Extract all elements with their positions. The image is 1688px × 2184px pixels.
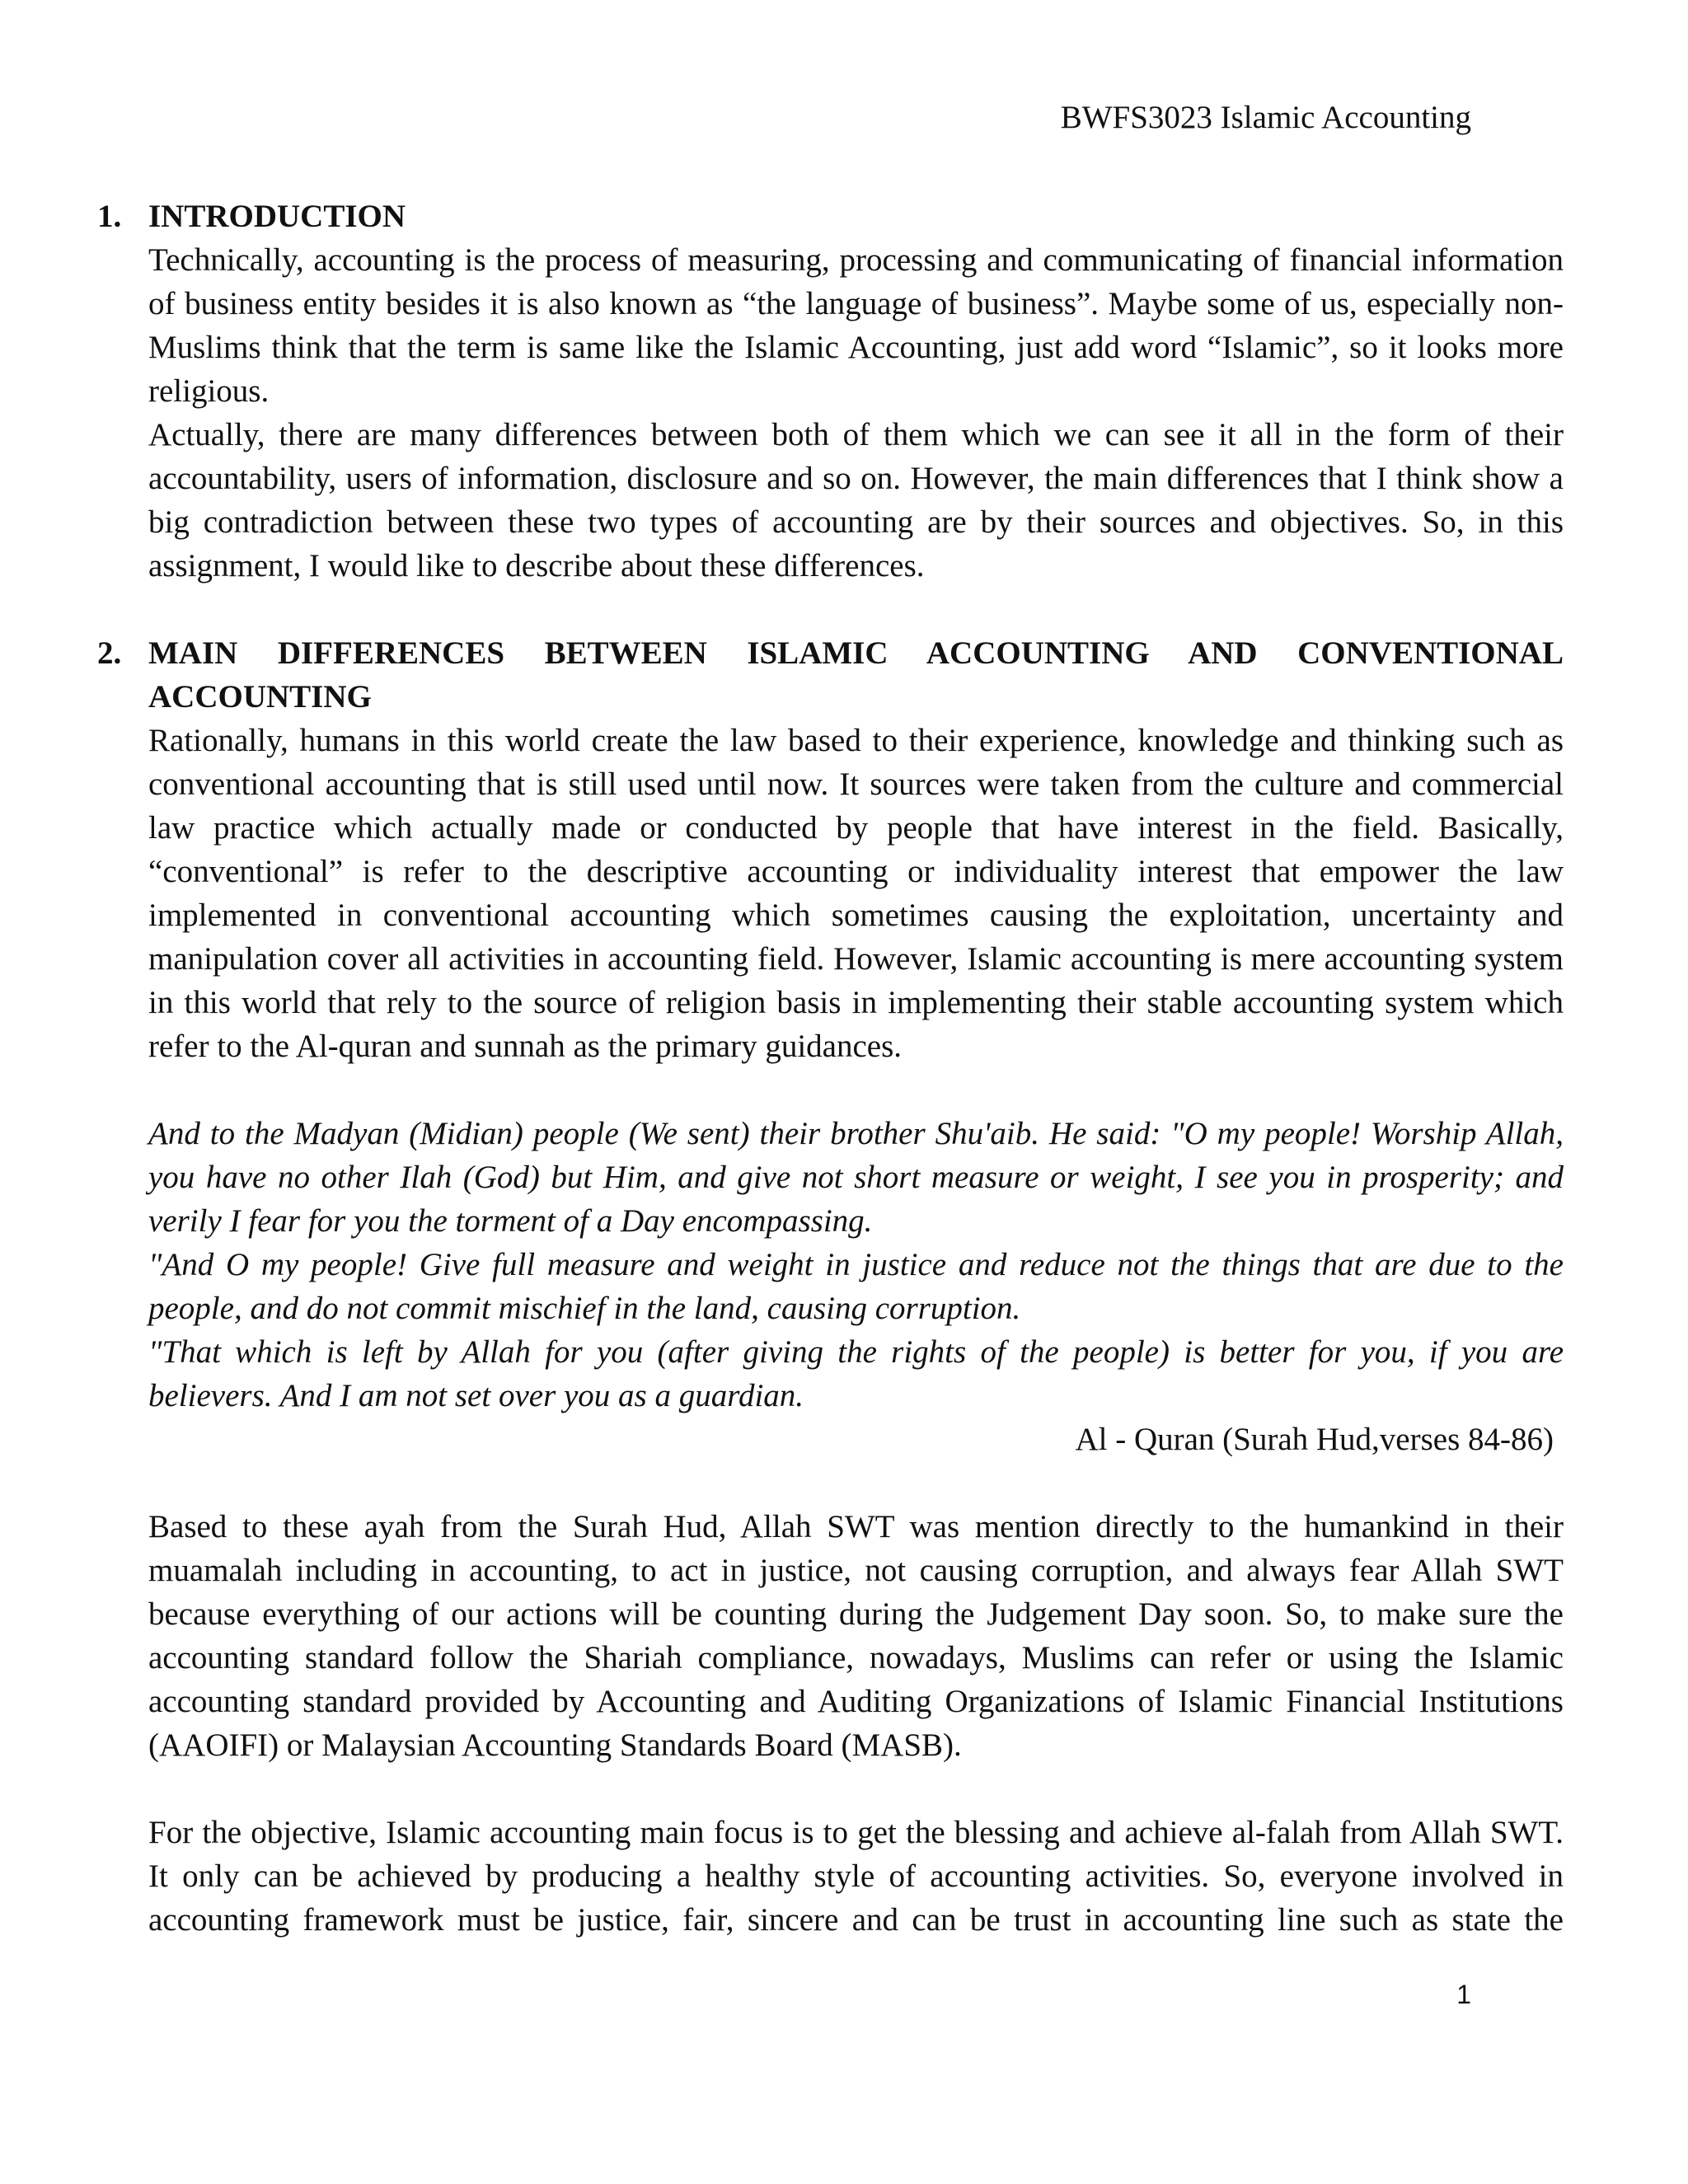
spacer [148, 1068, 1564, 1112]
section-number: 1. [97, 199, 122, 234]
quote-citation: Al - Quran (Surah Hud,verses 84-86) [1075, 1422, 1554, 1457]
spacer [148, 1461, 1564, 1505]
section-heading-main-differences [97, 631, 1564, 719]
paragraph: For the objective, Islamic accounting main focus is to get the blessing and achieve al-falah from Allah SWT. It only can be achieved by producing a healthy style of accounting activities. So, everyone involved in accounting framework must be justice, fair, sincere and can be trust in accounting line such as state the [148, 1815, 1564, 1938]
paragraph: Actually, there are many differences between both of them which we can see it all in the form of their accountability, users of information, disclosure and so on. However, the main differences that I think show a big contradiction between these two types of accounting are by their sources and objectives. So, in this assignment, I would like to describe about these differences. [148, 417, 1564, 583]
spacer [148, 588, 1564, 631]
quote-line: "And O my people! Give full measure and weight in justice and reduce not the things that are due to the people, and do not commit mischief in the land, causing corruption. [148, 1247, 1564, 1326]
section-number: 2. [97, 635, 122, 671]
page-number: 1 [1456, 1980, 1471, 2009]
running-header: BWFS3023 Islamic Accounting [1060, 100, 1471, 135]
quran-quote [148, 1112, 1564, 1461]
paragraph: Based to these ayah from the Surah Hud, Allah SWT was mention directly to the humankind in their muamalah including in accounting, to act in justice, not causing corruption, and always fear Allah SWT because everything of our actions will be counting during the Judgement Day soon. So, to make sure the accounting standard follow the Shariah compliance, nowadays, Muslims can refer or using the Islamic accounting standard provided by Accounting and Auditing Organizations of Islamic Financial Institutions (AAOIFI) or Malaysian Accounting Standards Board (MASB). [148, 1509, 1564, 1763]
paragraph: Technically, accounting is the process of measuring, processing and communicating of financial information of business entity besides it is also known as “the language of business”. Maybe some of us, especially non-Muslims think that the term is same like the Islamic Accounting, just add word “Islamic”, so it looks more religious. [148, 242, 1564, 409]
quote-line: And to the Madyan (Midian) people (We sent) their brother Shu'aib. He said: "O my people! Worship Allah, you have no other Ilah (God) but Him, and give not short measure or weight, I see you in prosperity; and verily I fear for you the torment of a Day encompassing. [148, 1116, 1564, 1239]
quote-line: "That which is left by Allah for you (after giving the rights of the people) is better for you, if you are believers. And I am not set over you as a guardian. [148, 1334, 1564, 1413]
section-heading-introduction [97, 194, 1564, 238]
section-title: MAIN DIFFERENCES BETWEEN ISLAMIC ACCOUNTING AND CONVENTIONAL ACCOUNTING [148, 635, 1564, 715]
document-body [97, 194, 1564, 1942]
section-title: INTRODUCTION [148, 199, 406, 234]
paragraph: Rationally, humans in this world create the law based to their experience, knowledge and thinking such as conventional accounting that is still used until now. It sources were taken from the culture and commercial law practice which actually made or conducted by people that have interest in the field. Basically, “conventional” is refer to the descriptive accounting or individuality interest that empower the law implemented in conventional accounting which sometimes causing the exploitation, uncertainty and manipulation cover all activities in accounting field. However, Islamic accounting is mere accounting system in this world that rely to the source of religion basis in implementing their stable accounting system which refer to the Al-quran and sunnah as the primary guidances. [148, 723, 1564, 1064]
spacer [148, 1767, 1564, 1811]
